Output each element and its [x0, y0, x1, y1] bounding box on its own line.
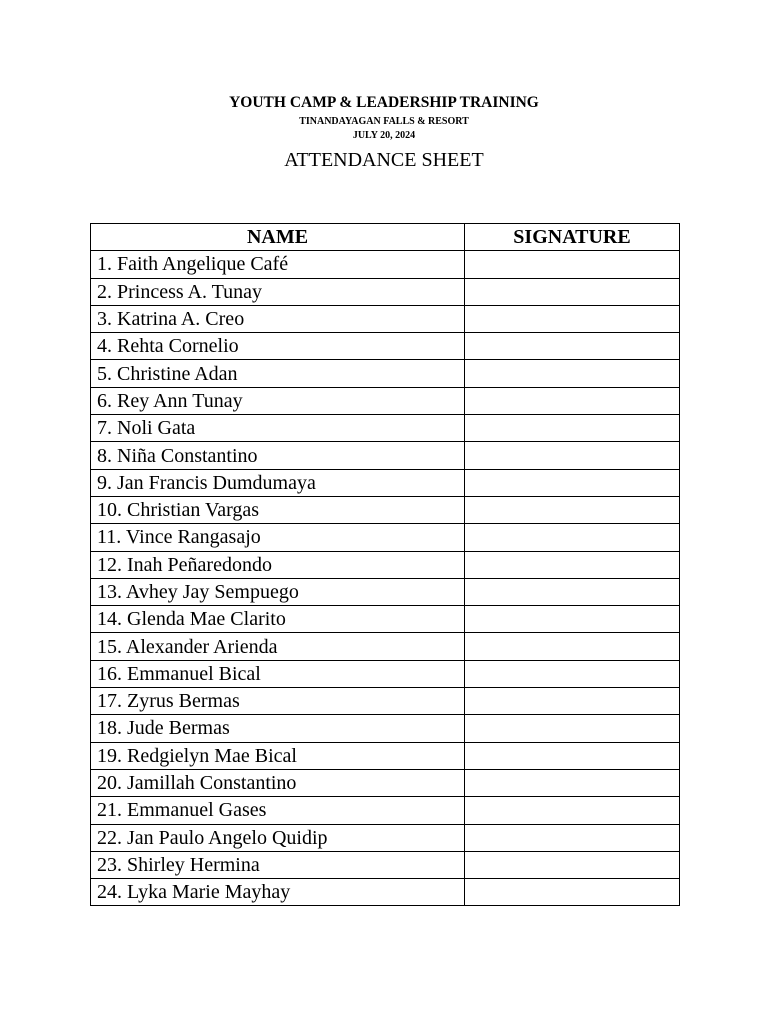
table-row — [91, 851, 680, 878]
table-row — [91, 333, 680, 360]
attendee-name-cell: 16. Emmanuel Bical — [91, 660, 465, 687]
signature-cell[interactable] — [465, 251, 680, 278]
attendee-name-cell: 1. Faith Angelique Café — [91, 251, 465, 278]
signature-cell[interactable] — [465, 606, 680, 633]
table-row — [91, 551, 680, 578]
table-row — [91, 278, 680, 305]
signature-cell[interactable] — [465, 442, 680, 469]
column-header-signature: SIGNATURE — [465, 224, 680, 251]
signature-cell[interactable] — [465, 769, 680, 796]
signature-cell[interactable] — [465, 333, 680, 360]
attendee-name-cell: 23. Shirley Hermina — [91, 851, 465, 878]
table-row — [91, 415, 680, 442]
attendee-name-cell: 19. Redgielyn Mae Bical — [91, 742, 465, 769]
attendee-name-cell: 7. Noli Gata — [91, 415, 465, 442]
attendee-name-cell: 18. Jude Bermas — [91, 715, 465, 742]
table-row — [91, 251, 680, 278]
signature-cell[interactable] — [465, 824, 680, 851]
attendee-name-cell: 15. Alexander Arienda — [91, 633, 465, 660]
table-row — [91, 469, 680, 496]
table-row — [91, 879, 680, 906]
attendee-name-cell: 9. Jan Francis Dumdumaya — [91, 469, 465, 496]
signature-cell[interactable] — [465, 742, 680, 769]
attendee-name-cell: 21. Emmanuel Gases — [91, 797, 465, 824]
signature-cell[interactable] — [465, 551, 680, 578]
signature-cell[interactable] — [465, 688, 680, 715]
table-row — [91, 360, 680, 387]
signature-cell[interactable] — [465, 797, 680, 824]
table-row — [91, 715, 680, 742]
signature-cell[interactable] — [465, 305, 680, 332]
signature-cell[interactable] — [465, 660, 680, 687]
table-row — [91, 524, 680, 551]
table-row — [91, 660, 680, 687]
signature-cell[interactable] — [465, 851, 680, 878]
signature-cell[interactable] — [465, 415, 680, 442]
attendee-name-cell: 10. Christian Vargas — [91, 496, 465, 523]
event-title: YOUTH CAMP & LEADERSHIP TRAINING — [229, 94, 539, 111]
table-row — [91, 742, 680, 769]
attendee-name-cell: 13. Avhey Jay Sempuego — [91, 578, 465, 605]
table-row — [91, 797, 680, 824]
attendee-name-cell: 12. Inah Peñaredondo — [91, 551, 465, 578]
signature-cell[interactable] — [465, 578, 680, 605]
attendee-name-cell: 5. Christine Adan — [91, 360, 465, 387]
table-row — [91, 387, 680, 414]
table-header-row — [91, 224, 680, 251]
signature-cell[interactable] — [465, 278, 680, 305]
attendee-name-cell: 17. Zyrus Bermas — [91, 688, 465, 715]
event-venue: TINANDAYAGAN FALLS & RESORT — [299, 116, 469, 127]
table-row — [91, 442, 680, 469]
table-row — [91, 578, 680, 605]
attendee-name-cell: 3. Katrina A. Creo — [91, 305, 465, 332]
signature-cell[interactable] — [465, 715, 680, 742]
signature-cell[interactable] — [465, 360, 680, 387]
table-row — [91, 633, 680, 660]
attendee-name-cell: 4. Rehta Cornelio — [91, 333, 465, 360]
table-row — [91, 824, 680, 851]
attendee-name-cell: 22. Jan Paulo Angelo Quidip — [91, 824, 465, 851]
attendee-name-cell: 6. Rey Ann Tunay — [91, 387, 465, 414]
attendee-name-cell: 2. Princess A. Tunay — [91, 278, 465, 305]
signature-cell[interactable] — [465, 633, 680, 660]
table-row — [91, 606, 680, 633]
table-row — [91, 769, 680, 796]
table-row — [91, 496, 680, 523]
column-header-name: NAME — [91, 224, 465, 251]
attendee-name-cell: 11. Vince Rangasajo — [91, 524, 465, 551]
attendee-name-cell: 8. Niña Constantino — [91, 442, 465, 469]
attendance-table — [90, 223, 680, 906]
attendee-name-cell: 20. Jamillah Constantino — [91, 769, 465, 796]
signature-cell[interactable] — [465, 496, 680, 523]
attendee-name-cell: 14. Glenda Mae Clarito — [91, 606, 465, 633]
event-date: JULY 20, 2024 — [352, 130, 416, 141]
table-row — [91, 305, 680, 332]
attendee-name-cell: 24. Lyka Marie Mayhay — [91, 879, 465, 906]
sheet-title: ATTENDANCE SHEET — [284, 149, 484, 171]
signature-cell[interactable] — [465, 387, 680, 414]
table-row — [91, 688, 680, 715]
signature-cell[interactable] — [465, 524, 680, 551]
signature-cell[interactable] — [465, 469, 680, 496]
signature-cell[interactable] — [465, 879, 680, 906]
